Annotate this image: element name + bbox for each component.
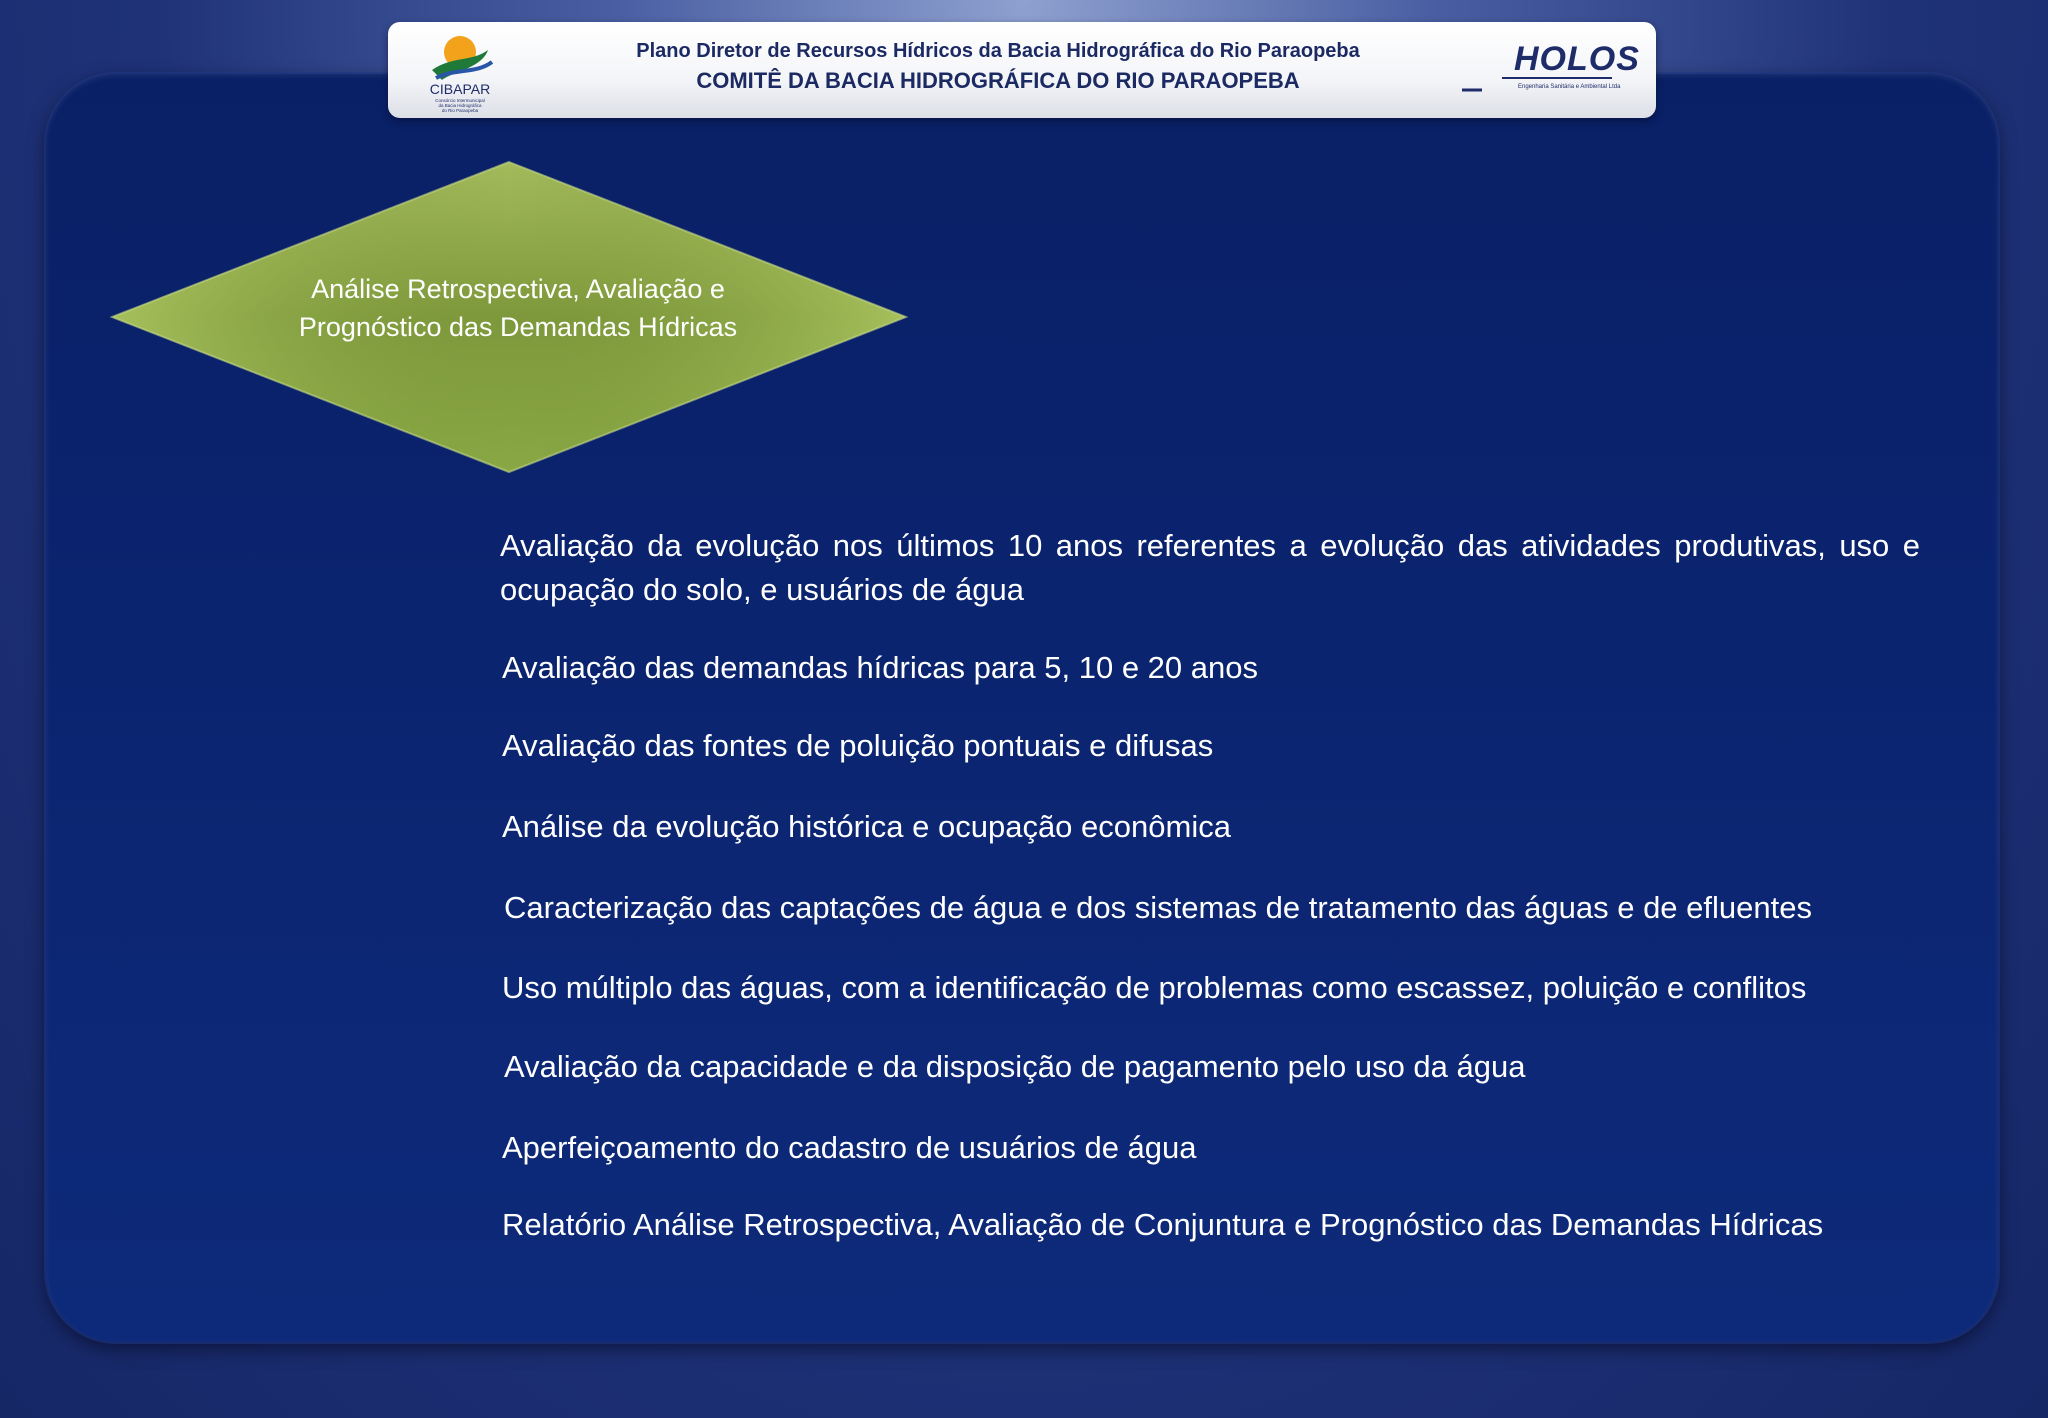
header-subtitle: COMITÊ DA BACIA HIDROGRÁFICA DO RIO PARAOPEBA (696, 68, 1300, 93)
list-item: Avaliação da evolução nos últimos 10 anos referentes a evolução das atividades produtivas, uso e ocupação do solo, e usuários de água (500, 528, 1920, 607)
holos-logo-text: HOLOS (1514, 40, 1640, 78)
svg-text:Consórcio Intermunicipal: Consórcio Intermunicipal (435, 98, 485, 103)
holos-logo (1462, 40, 1640, 100)
list-item: Relatório Análise Retrospectiva, Avaliação de Conjuntura e Prognóstico das Demandas Hídricas (502, 1207, 1824, 1242)
list-item: Avaliação das demandas hídricas para 5, 10 e 20 anos (502, 650, 1258, 685)
diamond-label: Análise Retrospectiva, Avaliação e Prognóstico das Demandas Hídricas (298, 274, 738, 342)
diamond-shape (110, 160, 908, 474)
svg-text:do Rio Paraopeba: do Rio Paraopeba (441, 108, 479, 113)
list-item: Avaliação da capacidade e da disposição de pagamento pelo uso da água (504, 1049, 1526, 1084)
cibapar-logo (412, 28, 508, 114)
list-item: Uso múltiplo das águas, com a identificação de problemas como escassez, poluição e conflitos (502, 970, 1807, 1005)
header-banner (388, 22, 1656, 118)
svg-text:da Bacia Hidrográfica: da Bacia Hidrográfica (438, 103, 482, 108)
list-item: Caracterização das captações de água e dos sistemas de tratamento das águas e de efluentes (504, 890, 1812, 925)
holos-logo-subtitle: Engenharia Sanitária e Ambiental Ltda (1518, 84, 1621, 90)
cibapar-logo-text: CIBAPAR (429, 81, 491, 97)
list-item: Avaliação das fontes de poluição pontuais e difusas (502, 728, 1214, 763)
list-item: Aperfeiçoamento do cadastro de usuários de água (502, 1130, 1197, 1165)
list-item: Análise da evolução histórica e ocupação econômica (502, 809, 1231, 844)
header-title: Plano Diretor de Recursos Hídricos da Bacia Hidrográfica do Rio Paraopeba (636, 40, 1360, 62)
